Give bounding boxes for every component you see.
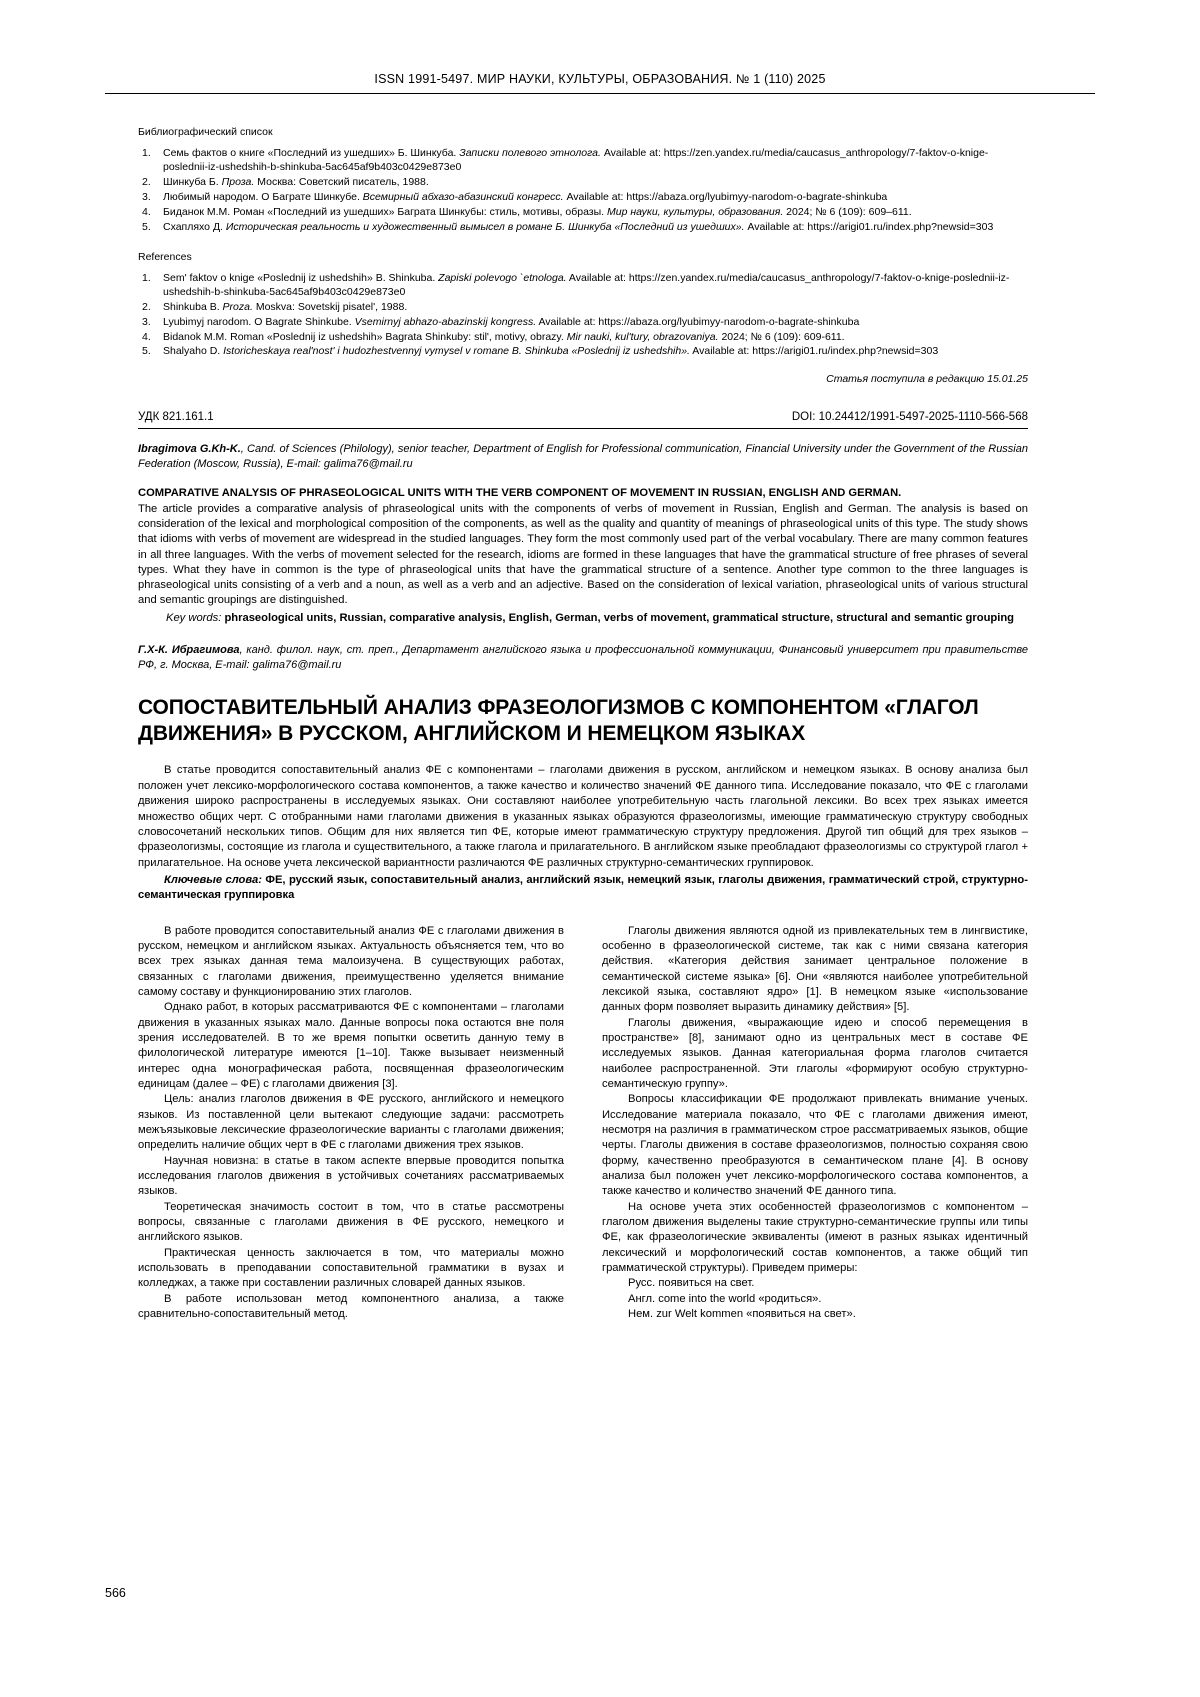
item-number: 1. (142, 271, 151, 284)
paragraph: Цель: анализ глаголов движения в ФЕ русского, английского и немецкого языков. Из поставленной цели вытекают следующие задачи: рассмотреть межъязыковые лексические фразеологические варианты с глаголами движения; определить наличие общих черт в ФЕ с глаголами движения трех языков. (138, 1093, 564, 1152)
author-details-en: , Cand. of Sciences (Philology), senior teacher, Department of English for Professional communication, Financial University under the Government of the Russian Federation (Moscow, Russia), E-mail: galima76@mail.ru (138, 443, 1028, 471)
list-item (138, 331, 1028, 345)
item-number: 3. (142, 315, 151, 328)
page-header: ISSN 1991-5497. МИР НАУКИ, КУЛЬТУРЫ, ОБРАЗОВАНИЯ. № 1 (110) 2025 (374, 72, 826, 86)
abstract-ru: В статье проводится сопоставительный анализ ФЕ с компонентами – глаголами движения в русском, английском и немецком языках. В основу анализа был положен учет лексико-морфологического состава компонентов, а также качество и количество значений ФЕ данного типа. Исследование показало, что ФЕ с глаголами движения широко распространены в исследуемых языках. Они составляют наиболее употребительную часть глагольной лексики. Во всех трех языках имеется множество общих черт. С отобранными нами глаголами движения в указанных языках образуются фразеологизмы, имеющие грамматическую структуру свободных словосочетаний нескольких типов. Общим для них является тип ФЕ, которые имеют грамматическую структуру предложения. Другой тип общий для трех языков – фразеологизмы, состоящие из глагола и существительного, а также глагола и прилагательного. В английском языке преобладают фразеологизмы со структурой глагол + прилагательное. На основе учета лексической вариантности различаются ФЕ различных структурно-семантических группировок. (138, 764, 1028, 869)
item-number: 2. (142, 175, 151, 188)
author-details-ru: , канд. филол. наук, ст. преп., Департамент английского языка и профессиональной коммуникации, Финансовый университет при правительстве РФ, г. Москва, E-mail: galima76@mail.ru (138, 643, 1028, 671)
item-number: 4. (142, 330, 151, 343)
abstract-en: The article provides a comparative analysis of phraseological units with the components of verbs of movement in Russian, English and German. The analysis is based on consideration of the lexical and morphological composition of the components, as well as the quality and quantity of meanings of phraseological units of this type. The study shows that idioms with verbs of movement are widespread in the studied languages. They form the most commonly used part of the verbal vocabulary. There are many common features in all three languages. With the verbs of movement selected for the research, idioms are formed in these languages that have the grammatical structure of free phrases of several types. What they have in common is the type of phraseological units that have the grammatical structure of a sentence. Another type common to the three languages is phraseological units consisting of a verb and a noun, as well as a verb and an adjective. Based on the consideration of lexical variation, phraseological units of various structural and semantic groupings are distinguished. (138, 503, 1028, 607)
item-number: 1. (142, 147, 151, 159)
paragraph: Англ. come into the world «родиться». (628, 1292, 822, 1305)
page-title: СОПОСТАВИТЕЛЬНЫЙ АНАЛИЗ ФРАЗЕОЛОГИЗМОВ С КОМПОНЕНТОМ «ГЛАГОЛ ДВИЖЕНИЯ» В РУССКОМ, АНГЛИЙСКОМ И НЕМЕЦКОМ ЯЗЫКАХ (138, 695, 979, 746)
list-item (138, 176, 1028, 190)
header-divider (105, 93, 1095, 94)
article-title-en-text: COMPARATIVE ANALYSIS OF PHRASEOLOGICAL UNITS WITH THE VERB COMPONENT OF MOVEMENT IN RUSSIAN, ENGLISH AND GERMAN. (138, 486, 902, 499)
bibliography-list (138, 147, 1028, 235)
doi-code: DOI: 10.24412/1991-5497-2025-1110-566-568 (791, 411, 1028, 424)
author-affiliation-en (138, 442, 1028, 471)
reference-text: Shalyaho D. Istoricheskaya real'nost' i hudozhestvennyj vymysel v romane B. Shinkuba «Poslednij iz ushedshih». Available at: https://arigi01.ru/index.php?newsid=303 (163, 345, 939, 358)
author-name-ru: Г.Х-К. Ибрагимова (138, 643, 240, 656)
paragraph: Вопросы классификации ФЕ продолжают привлекать внимание ученых. Исследование материала показало, что ФЕ с глаголами движения имеют, несмотря на различия в грамматическом строе рассматриваемых языков, общие черты. Глаголы движения в составе фразеологизмов, полностью сохраняя свою форму, качественно преобразуются в семантическом плане [4]. В основу анализа был положен учет лексико-морфологического состава компонентов, а также качество и количество значений ФЕ данного типа. (602, 1093, 1028, 1198)
reference-text: Bidanok M.M. Roman «Poslednij iz ushedshih» Bagrata Shinkuby: stil', motivy, obrazy. Mir nauki, kul'tury, obrazovaniya. 2024; № 6 (109): 609-611. (163, 330, 845, 343)
body-column-left (138, 924, 564, 1323)
reference-text: Семь фактов о книге «Последний из ушедших» Б. Шинкуба. Записки полевого этнолога. Available at: https://zen.yandex.ru/media/caucasus_anthropology/7-faktov-o-knige-poslednii-iz-ushedshih-b-shinkuba-5ac645af9b403c0429e873e0 (163, 147, 989, 173)
page-number: 566 (105, 1586, 126, 1600)
keywords-en-text: phraseological units, Russian, comparative analysis, English, German, verbs of movement, grammatical structure, structural and semantic grouping (224, 611, 1015, 624)
list-item (138, 272, 1028, 300)
paragraph: На основе учета этих особенностей фразеологизмов с компонентом – глаголом движения выделены такие структурно-семантические группы или типы ФЕ, как фразеологические эквиваленты (имеют в разных языках идентичный лексический и морфологический состав компонентов, а также общий тип грамматической структуры). Приведем примеры: (602, 1200, 1028, 1275)
paragraph: Однако работ, в которых рассматриваются ФЕ с компонентами – глаголами движения в указанных языках мало. Данные вопросы пока остаются вне поля зрения исследователей. В то же время попытки осветить данную тему в филологической литературе имеются [1–10]. Также вызывает неизменный интерес одна монографическая работа, посвященная фразеологическим единицам (далее – ФЕ) с глаголами движения [3]. (138, 1001, 564, 1091)
reference-text: Шинкуба Б. Проза. Москва: Советский писатель, 1988. (163, 175, 429, 188)
author-affiliation-ru (138, 643, 1028, 673)
paragraph: В работе использован метод компонентного анализа, а также сравнительно-сопоставительный метод. (138, 1292, 564, 1321)
item-number: 4. (142, 205, 151, 218)
paragraph: Русс. появиться на свет. (628, 1277, 755, 1290)
reference-text: Схапляхо Д. Историческая реальность и художественный вымысел в романе Б. Шинкуба «Последний из ушедших». Available at: https://arigi01.ru/index.php?newsid=303 (163, 220, 994, 233)
paragraph: Научная новизна: в статье в таком аспекте впервые проводится попытка исследования глаголов движения в устойчивых сочетаниях рассматриваемых языков. (138, 1154, 564, 1198)
keywords-ru-label: Ключевые слова: (164, 873, 262, 886)
reference-text: Lyubimyj narodom. O Bagrate Shinkube. Vsemirnyj abhazo-abazinskij kongress. Available at: https://abaza.org/lyubimyy-narodom-o-bagrate-shinkuba (163, 315, 860, 328)
reference-text: Любимый народом. О Баграте Шинкубе. Всемирный абхазо-абазинский конгресс. Available at: https://abaza.org/lyubimyy-narodom-o-bagrate-shinkuba (163, 190, 888, 203)
paragraph: В работе проводится сопоставительный анализ ФЕ с глаголами движения в русском, немецком и английском языках. Актуальность объясняется тем, что во всех трех языках данная тема малоизучена. В существующих работах, связанных с глаголами движения, преимущественно уделяется внимание самому составу и функционированию этих глаголов. (138, 924, 564, 998)
references-list (138, 272, 1028, 360)
paragraph: Глаголы движения, «выражающие идею и способ перемещения в пространстве» [8], занимают одно из центральных мест в составе ФЕ исследуемых языков. Данная категориальная форма глаголов считается наиболее распространенной. Эти глаголы «формируют особую структурно-семантическую группу». (602, 1016, 1028, 1091)
item-number: 3. (142, 190, 151, 203)
paragraph: Нем. zur Welt kommen «появиться на свет». (628, 1308, 856, 1321)
article-title-en (138, 486, 1028, 501)
list-item (138, 191, 1028, 205)
body-columns (138, 924, 1028, 1323)
reference-text: Sem' faktov o knige «Poslednij iz ushedshih» B. Shinkuba. Zapiski polevogo `etnologa. Available at: https://zen.yandex.ru/media/caucasus_anthropology/7-faktov-o-knige-poslednii-iz-ushedshih-b-shinkuba-5ac645af9b403c0429e873e0 (163, 271, 1010, 298)
list-item (138, 221, 1028, 235)
list-item (138, 206, 1028, 220)
keywords-ru-text: ФЕ, русский язык, сопоставительный анализ, английский язык, немецкий язык, глаголы движения, грамматический строй, структурно-семантическая группировка (138, 873, 1028, 902)
author-name-en: Ibragimova G.Kh-K. (138, 443, 241, 456)
page-content (138, 126, 1028, 1323)
reference-text: Биданок М.М. Роман «Последний из ушедших» Баграта Шинкубы: стиль, мотивы, образы. Мир науки, культуры, образования. 2024; № 6 (109): 609–611. (163, 205, 912, 218)
paragraph: Практическая ценность заключается в том, что материалы можно использовать в преподавании сопоставительной грамматики в вузах и колледжах, а также при составлении различных словарей данных языков. (138, 1246, 564, 1290)
list-item (138, 147, 1028, 175)
paragraph: Глаголы движения являются одной из привлекательных тем в лингвистике, особенно в фразеологической системе, так как с ними связана категория действия. «Категория действия занимает центральное положение в семантической системе языка» [6]. Они «являются наиболее употребительной лексикой языка, составляют ядро» [1]. В немецком языке «использование данных форм позволяет выразить динамику действия» [5]. (602, 924, 1028, 1014)
keywords-en-label: Key words: (166, 611, 222, 624)
article-meta-divider (138, 428, 1028, 429)
udk-code: УДК 821.161.1 (138, 411, 214, 424)
references-heading: References (138, 250, 192, 263)
keywords-en (138, 611, 1028, 626)
received-date: Статья поступила в редакцию 15.01.25 (826, 373, 1028, 386)
keywords-ru (138, 873, 1028, 904)
paragraph: Теоретическая значимость состоит в том, что в статье рассмотрены вопросы, связанные с глаголами движения в ФЕ русского, немецкого и английского языков. (138, 1200, 564, 1244)
item-number: 5. (142, 345, 151, 358)
bibliography-heading: Библиографический список (138, 126, 273, 138)
list-item (138, 301, 1028, 315)
list-item (138, 345, 1028, 359)
item-number: 5. (142, 220, 151, 233)
item-number: 2. (142, 300, 151, 313)
reference-text: Shinkuba B. Proza. Moskva: Sovetskij pisatel', 1988. (163, 300, 408, 313)
list-item (138, 316, 1028, 330)
body-column-right (602, 924, 1028, 1323)
article-meta-row (138, 411, 1028, 423)
